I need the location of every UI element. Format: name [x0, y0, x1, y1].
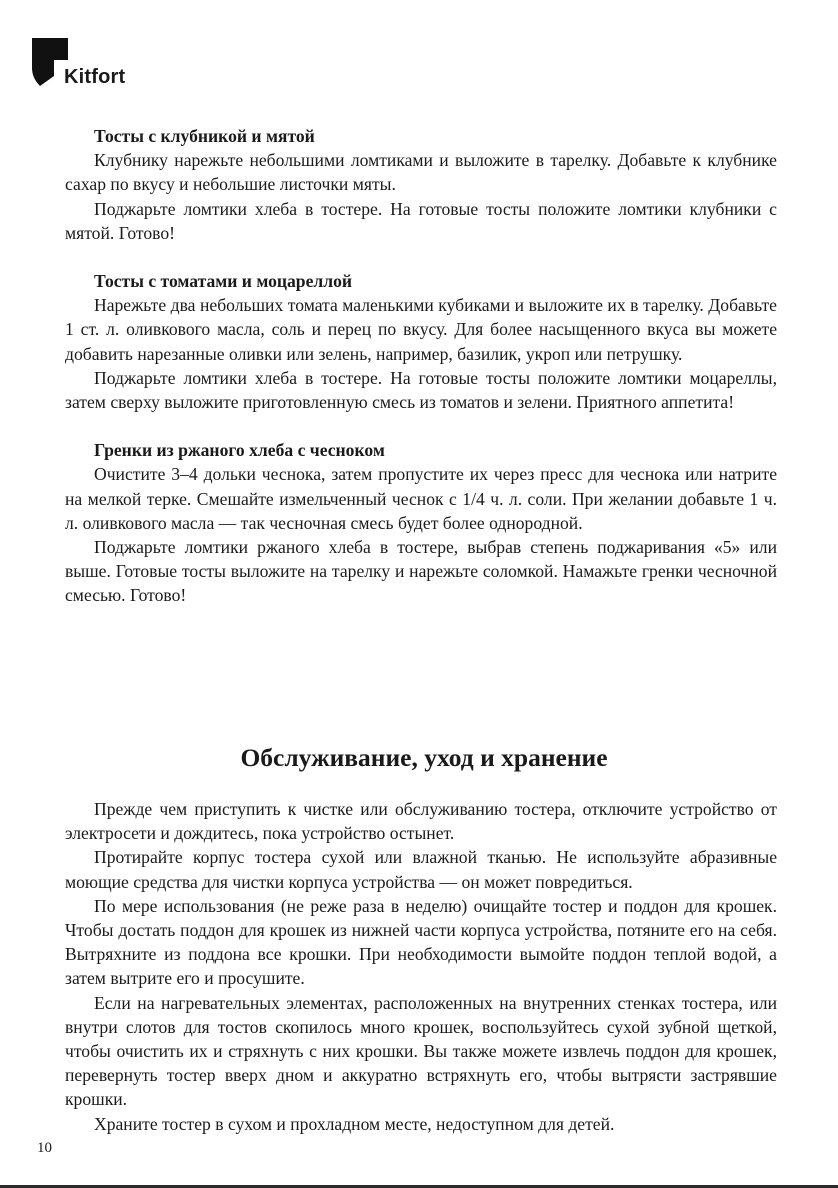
maintenance-paragraph: Храните тостер в сухом и прохладном месте, недоступном для детей.: [94, 1113, 615, 1134]
recipe-paragraph: Очистите 3–4 дольки чеснока, затем пропустите их через пресс для чеснока или натрите на мелкой терке. Смешайте измельченный чеснок с 1/4 ч. л. соли. При желании добавьте 1 ч. л. оливкового масла — так чесночная смесь будет более однородной.: [65, 464, 777, 533]
recipe-tomato: [65, 269, 777, 414]
recipe-garlic-croutons: [65, 438, 777, 607]
maintenance-heading: Обслуживание, уход и хранение: [240, 743, 608, 772]
maintenance-paragraph: Протирайте корпус тостера сухой или влажной тканью. Не используйте абразивные моющие средства для чистки корпуса устройства — он может повредиться.: [65, 847, 777, 892]
recipe-paragraph: Поджарьте ломтики ржаного хлеба в тостере, выбрав степень поджаривания «5» или выше. Готовые тосты выложите на тарелку и нарежьте соломкой. Намажьте гренки чесночной смесью. Готово!: [65, 537, 777, 606]
recipe-paragraph: Нарежьте два небольших томата маленькими кубиками и выложите их в тарелку. Добавьте 1 ст. л. оливкового масла, соль и перец по вкусу. Для более насыщенного вкуса вы можете добавить нарезанные оливки или зелень, например, базилик, укроп или петрушку.: [65, 295, 777, 364]
maintenance-section: [65, 797, 777, 1136]
recipe-paragraph: Поджарьте ломтики хлеба в тостере. На готовые тосты положите ломтики клубники с мятой. Готово!: [65, 198, 777, 243]
maintenance-paragraph: По мере использования (не реже раза в неделю) очищайте тостер и поддон для крошек. Чтобы достать поддон для крошек из нижней части корпуса устройства, потяните его на себя. Вытряхните из поддона все крошки. При необходимости вымойте поддон теплой водой, а затем вытрите его и просушите.: [65, 895, 777, 989]
recipe-title: Тосты с томатами и моцареллой: [94, 271, 353, 292]
page-number: 10: [37, 1140, 52, 1156]
recipe-strawberry: [65, 124, 777, 245]
recipe-paragraph: Поджарьте ломтики хлеба в тостере. На готовые тосты положите ломтики моцареллы, затем сверху выложите приготовленную смесь из томатов и зелени. Приятного аппетита!: [65, 367, 777, 413]
recipe-title: Гренки из ржаного хлеба с чесноком: [94, 440, 385, 461]
brand-logo: [30, 36, 140, 92]
recipes-section: [65, 124, 777, 608]
maintenance-paragraph: Прежде чем приступить к чистке или обслуживанию тостера, отключите устройство от электросети и дождитесь, пока устройство остынет.: [65, 799, 777, 844]
brand-name: Kitfort: [64, 66, 126, 88]
recipe-title: Тосты с клубникой и мятой: [94, 126, 315, 146]
maintenance-paragraph: Если на нагревательных элементах, расположенных на внутренних стенках тостера, или внутри слотов для тостов скопилось много крошек, воспользуйтесь сухой зубной щеткой, чтобы очистить их и стряхнуть с них крошки. Вы также можете извлечь поддон для крошек, перевернуть тостер вверх дном и аккуратно встряхнуть его, чтобы вытрясти застрявшие крошки.: [65, 992, 777, 1110]
recipe-paragraph: Клубнику нарежьте небольшими ломтиками и выложите в тарелку. Добавьте к клубнике сахар по вкусу и небольшие листочки мяты.: [65, 150, 777, 195]
